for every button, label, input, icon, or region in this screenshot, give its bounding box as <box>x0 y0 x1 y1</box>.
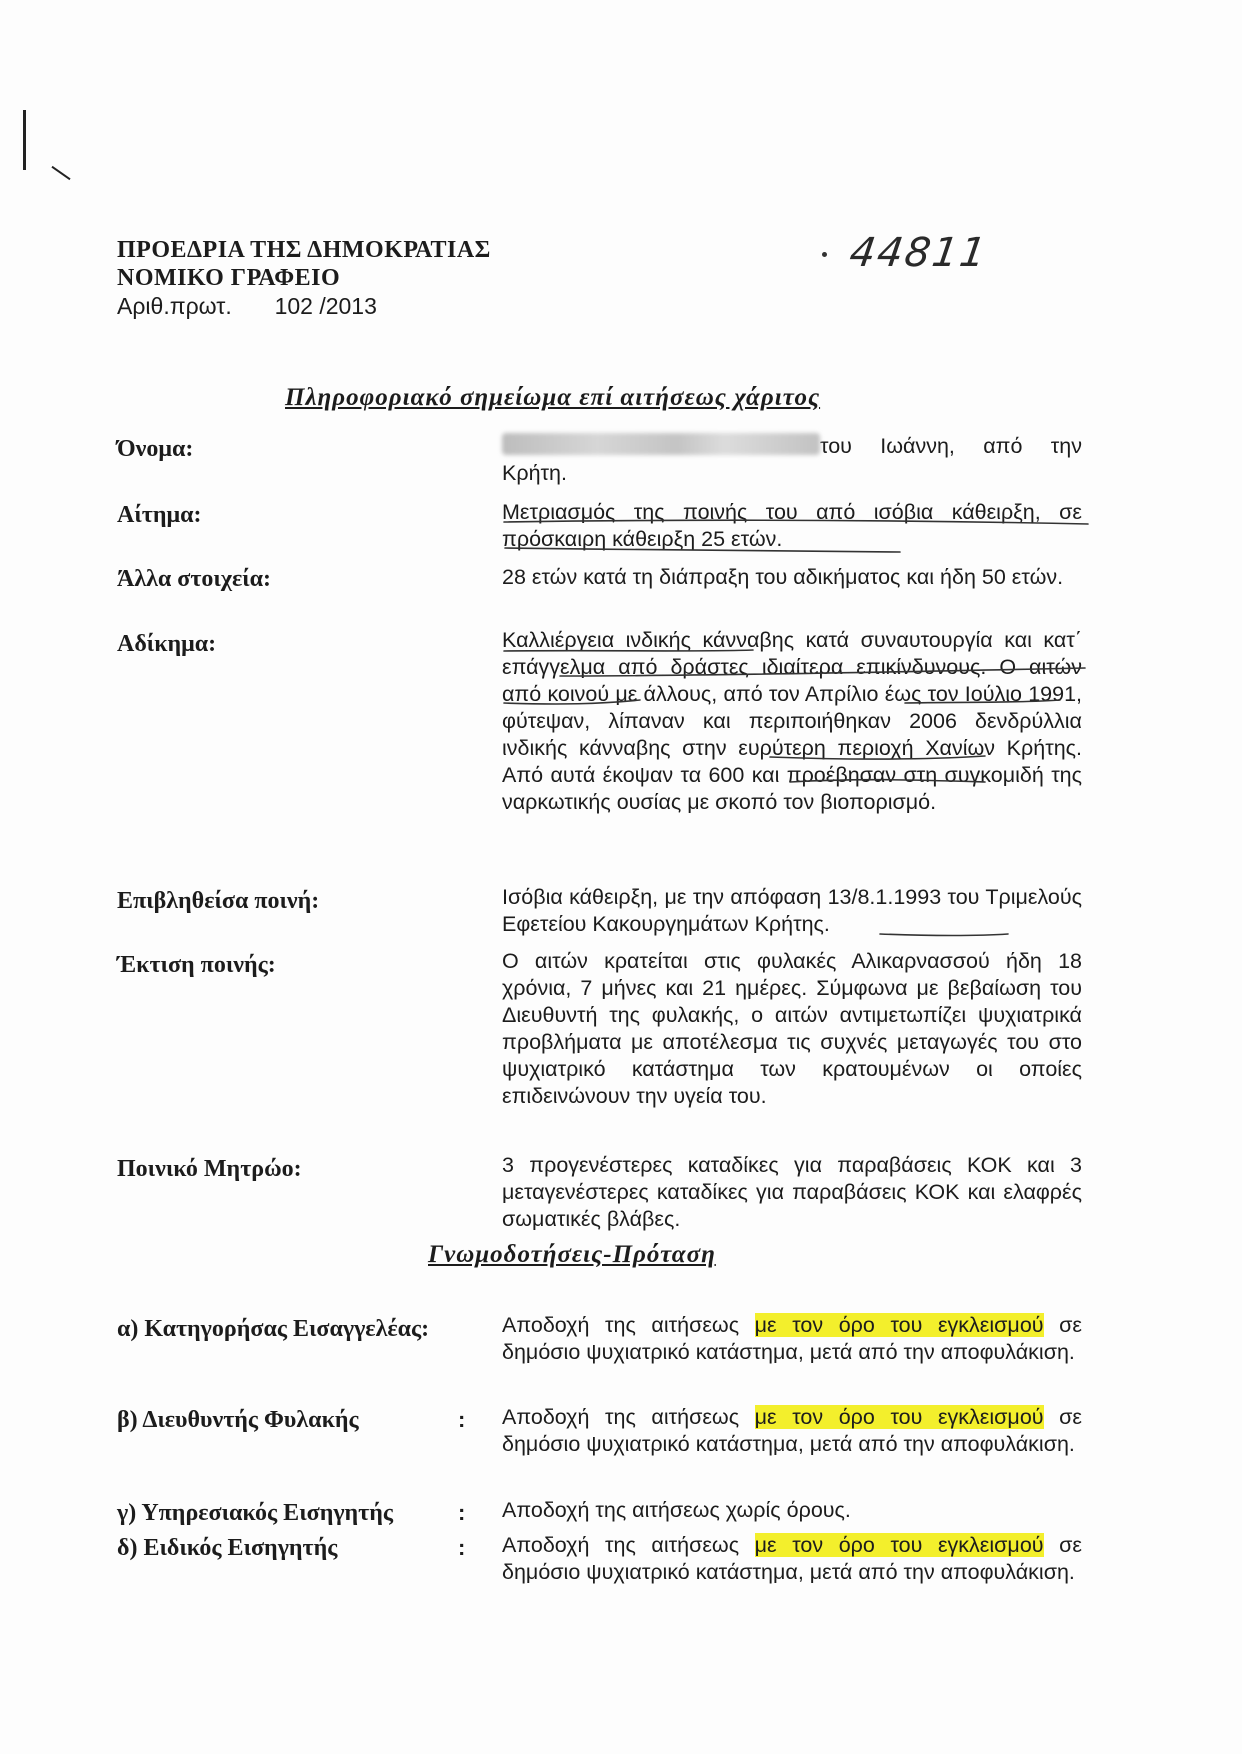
pen-underline <box>880 934 1008 936</box>
other-value: 28 ετών κατά τη διάπραξη του αδικήματος και ήδη 50 ετών. <box>502 565 1064 589</box>
sentence-label: Επιβληθείσα ποινή: <box>117 888 320 914</box>
offense-value: Καλλιέργεια ινδικής κάνναβης κατά συναυτουργία και κατ΄ επάγγελμα από δράστες ιδιαίτερα επικίνδυνους. Ο αιτών από κοινού με άλλους, από τον Απρίλιο έως τον Ιούλιο 1991, φύτεψαν, λίπαναν και περιποιήθηκαν 2006 δενδρύλλια ινδικής κάνναβης στην ευρύτερη περιοχή Χανίων Κρήτης. Από αυτά έκοψαν τα 600 και προέβησαν στη συγκομιδή της ναρκωτικής ουσίας με σκοπό τον βιοπορισμό. <box>502 628 1082 814</box>
served-label: Έκτιση ποινής: <box>117 952 276 978</box>
handwritten-number: 44811 <box>846 230 991 276</box>
record-value: 3 προγενέστερες καταδίκες για παραβάσεις ΚΟΚ και 3 μεταγενέστερες καταδίκες για παραβάσεις ΚΟΚ και ελαφρές σωματικές βλάβες. <box>502 1153 1082 1231</box>
pen-underline <box>790 780 985 782</box>
pen-underline <box>770 756 985 759</box>
opinion-text: Αποδοχή της αιτήσεως με τον όρο του εγκλεισμού σε δημόσιο ψυχιατρικό κατάστημα, μετά από την αποφυλάκιση. <box>502 1405 1082 1456</box>
pen-underline <box>505 548 900 552</box>
opinion-colon: : <box>458 1535 466 1560</box>
served-value: Ο αιτών κρατείται στις φυλακές Αλικαρνασσού ήδη 18 χρόνια, 7 μήνες και 21 ημέρες. Σύμφωνα με βεβαίωση του Διευθυντή της φυλακής, ο αιτών αντιμετωπίζει ψυχιατρικά προβλήματα με αποτέλεσμα τις συχνές μεταγωγές του στο ψυχιατρικό κατάστημα των κρατουμένων οι οποίες επιδεινώνουν την υγεία του. <box>502 949 1082 1108</box>
opinion-colon: : <box>458 1500 466 1525</box>
protocol-number: 102 /2013 <box>274 293 377 319</box>
opinion-label: δ) Ειδικός Εισηγητής <box>117 1535 338 1561</box>
highlighted-text: με τον όρο του εγκλεισμού <box>754 1533 1044 1557</box>
other-label: Άλλα στοιχεία: <box>117 566 272 592</box>
letterhead-line2: ΝΟΜΙΚΟ ΓΡΑΦΕΙΟ <box>117 265 341 291</box>
sentence-value: Ισόβια κάθειρξη, με την απόφαση 13/8.1.1993 του Τριμελούς Εφετείου Κακουργημάτων Κρήτης. <box>502 885 1082 936</box>
protocol-label: Αριθ.πρωτ. <box>117 293 232 319</box>
highlighted-text: με τον όρο του εγκλεισμού <box>754 1313 1044 1337</box>
name-value: του Ιωάννη, από την Κρήτη. <box>502 434 1082 485</box>
pen-underline <box>560 668 1085 676</box>
request-value: Μετριασμός της ποινής του από ισόβια κάθειρξη, σε πρόσκαιρη κάθειρξη 25 ετών. <box>502 500 1082 551</box>
opinion-text: Αποδοχή της αιτήσεως χωρίς όρους. <box>502 1498 851 1522</box>
pen-underline <box>905 700 1060 703</box>
pen-underline <box>504 700 640 704</box>
opinion-label: β) Διευθυντής Φυλακής <box>117 1407 359 1433</box>
document-title: Πληροφοριακό σημείωμα επί αιτήσεως χάριτος <box>285 384 821 411</box>
request-label: Αίτημα: <box>117 502 202 528</box>
opinion-text: Αποδοχή της αιτήσεως με τον όρο του εγκλεισμού σε δημόσιο ψυχιατρικό κατάστημα, μετά από την αποφυλάκιση. <box>502 1533 1082 1584</box>
opinion-colon: : <box>458 1407 466 1432</box>
record-label: Ποινικό Μητρώο: <box>117 1156 302 1182</box>
offense-label: Αδίκημα: <box>117 631 217 657</box>
name-label: Όνομα: <box>117 436 194 462</box>
pen-underline <box>504 650 753 651</box>
letterhead-line1: ΠΡΟΕΔΡΙΑ ΤΗΣ ΔΗΜΟΚΡΑΤΙΑΣ <box>117 237 491 263</box>
opinion-label: γ) Υπηρεσιακός Εισηγητής <box>117 1500 393 1526</box>
highlighted-text: με τον όρο του εγκλεισμού <box>754 1405 1044 1429</box>
opinion-text: Αποδοχή της αιτήσεως με τον όρο του εγκλεισμού σε δημόσιο ψυχιατρικό κατάστημα, μετά από την αποφυλάκιση. <box>502 1313 1082 1364</box>
opinion-label: α) Κατηγορήσας Εισαγγελέας: <box>117 1316 430 1342</box>
opinions-heading: Γνωμοδοτήσεις-Πρόταση <box>428 1241 716 1268</box>
pen-underline <box>504 520 1088 524</box>
